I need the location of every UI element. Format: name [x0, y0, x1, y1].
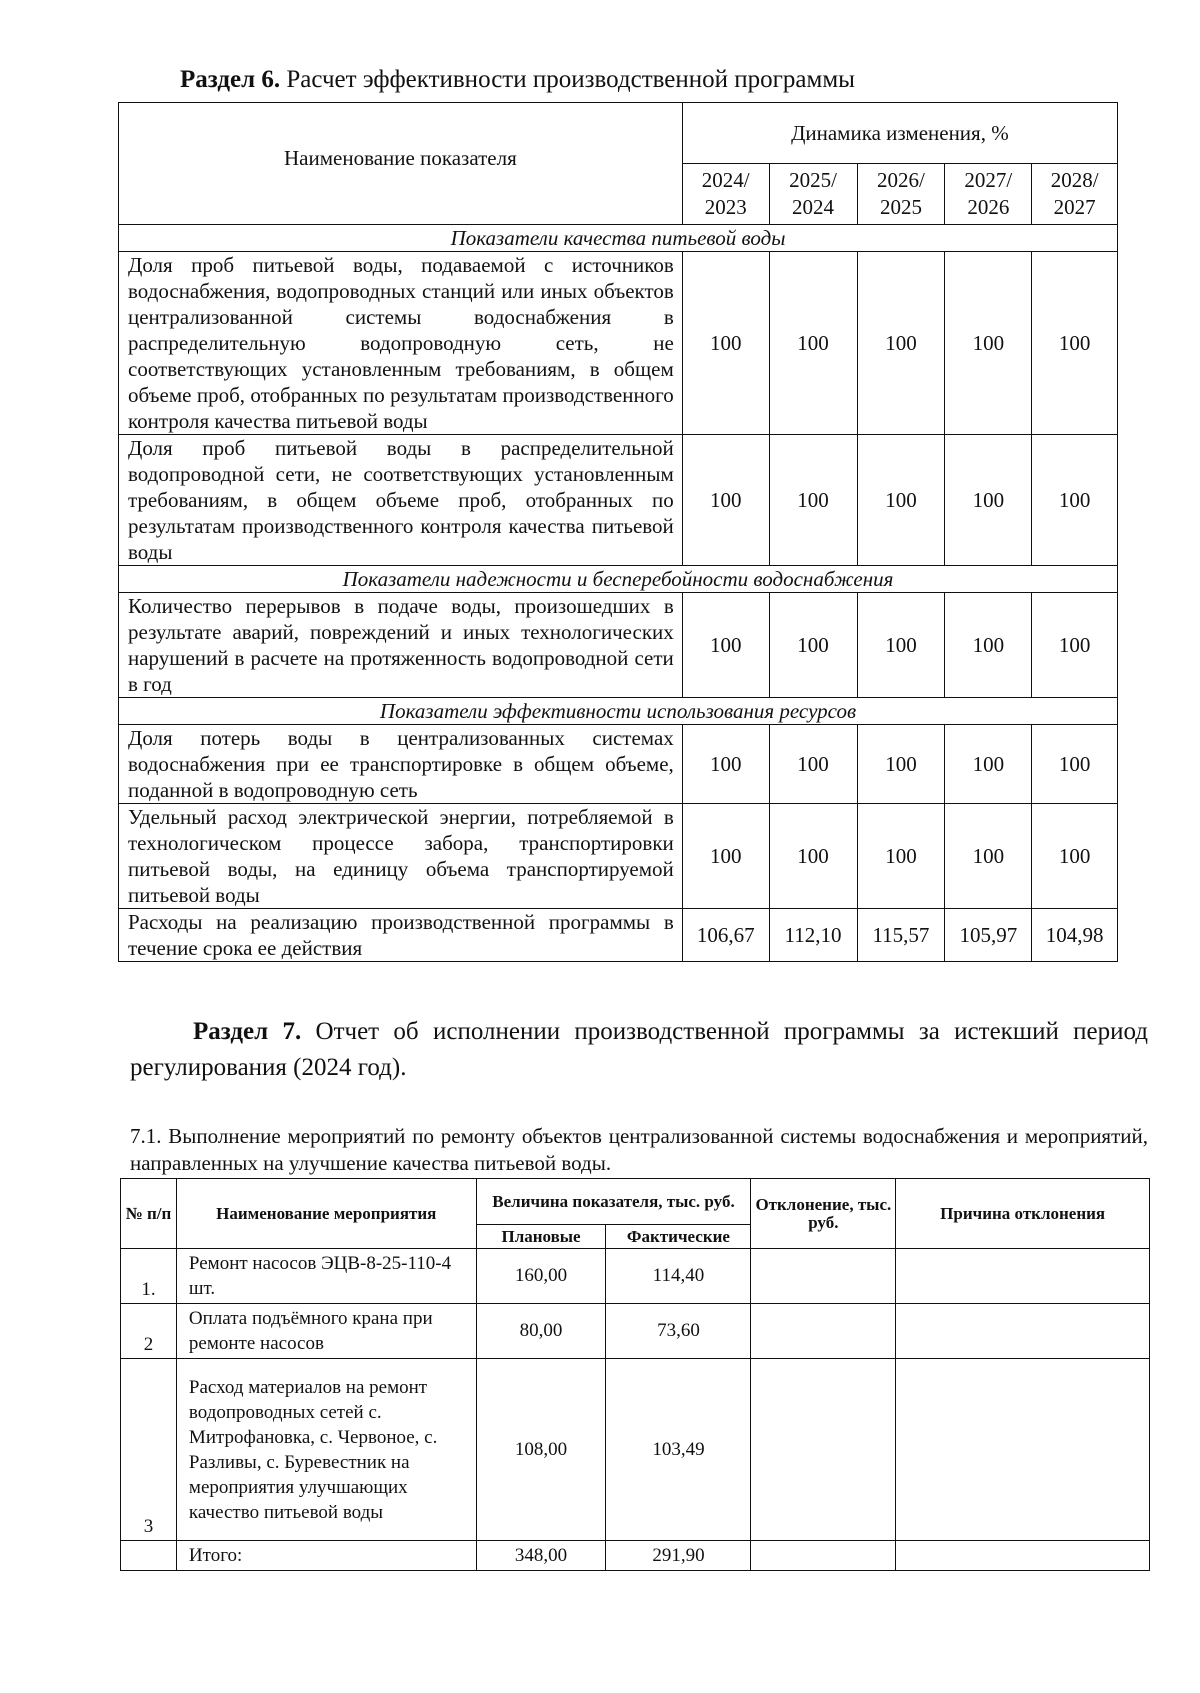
indicator-value: 105,97 — [945, 909, 1032, 962]
fact-value: 73,60 — [606, 1304, 751, 1359]
fact-value: 103,49 — [606, 1359, 751, 1541]
table-row — [119, 252, 1118, 435]
table-row — [119, 435, 1118, 566]
subsection-7-1-title: 7.1. Выполнение мероприятий по ремонту объектов централизованной системы водоснабжения и мероприятий, направленных на улучшение качества питьевой воды. — [130, 1124, 1148, 1175]
table-row — [119, 725, 1118, 804]
group-title: Показатели качества питьевой воды — [119, 225, 1118, 252]
header-measure-name: Наименование мероприятия — [176, 1179, 476, 1249]
indicator-value: 100 — [857, 804, 945, 909]
deviation-reason — [896, 1359, 1150, 1541]
total-reason — [896, 1541, 1150, 1571]
row-number — [121, 1541, 177, 1571]
row-number: 2 — [121, 1304, 177, 1359]
indicator-value: 100 — [1032, 725, 1118, 804]
indicator-value: 100 — [769, 593, 857, 698]
indicator-value: 100 — [682, 252, 769, 435]
table-row — [119, 593, 1118, 698]
indicator-value: 100 — [945, 593, 1032, 698]
indicator-value: 100 — [857, 252, 945, 435]
indicator-name: Расходы на реализацию производственной программы в течение срока ее действия — [119, 909, 683, 962]
header-year: 2028/ 2027 — [1032, 164, 1118, 225]
table-row — [119, 804, 1118, 909]
plan-value: 108,00 — [476, 1359, 606, 1541]
row-number: 1. — [121, 1249, 177, 1304]
indicator-value: 100 — [682, 435, 769, 566]
section6-title-bold: Раздел 6. — [180, 66, 281, 93]
plan-value: 80,00 — [476, 1304, 606, 1359]
section7-title-rest: Отчет об исполнении производственной программы за истекший период регулирования (2024 год). — [130, 1018, 1149, 1081]
indicator-value: 100 — [857, 435, 945, 566]
indicator-value: 100 — [682, 725, 769, 804]
section7-title-bold: Раздел 7. — [193, 1018, 302, 1045]
indicator-value: 106,67 — [682, 909, 769, 962]
row-number: 3 — [121, 1359, 177, 1541]
table-row — [121, 1249, 1150, 1304]
header-reason: Причина отклонения — [896, 1179, 1150, 1249]
indicator-value: 100 — [769, 725, 857, 804]
header-year: 2025/ 2024 — [769, 164, 857, 225]
indicator-value: 100 — [1032, 593, 1118, 698]
plan-value: 160,00 — [476, 1249, 606, 1304]
section7-title — [130, 1014, 1148, 1086]
group-title: Показатели эффективности использования ресурсов — [119, 698, 1118, 725]
efficiency-table — [118, 102, 1118, 962]
total-plan: 348,00 — [476, 1541, 606, 1571]
indicator-value: 100 — [945, 804, 1032, 909]
deviation-reason — [896, 1304, 1150, 1359]
header-deviation: Отклонение, тыс. руб. — [751, 1179, 896, 1249]
header-year: 2026/ 2025 — [857, 164, 945, 225]
indicator-name: Доля потерь воды в централизованных системах водоснабжения при ее транспортировке в общем объеме, поданной в водопроводную сеть — [119, 725, 683, 804]
total-row — [121, 1541, 1150, 1571]
indicator-value: 100 — [1032, 252, 1118, 435]
indicator-value: 100 — [769, 252, 857, 435]
table-row — [121, 1304, 1150, 1359]
measure-name: Расход материалов на ремонт водопроводных сетей с. Митрофановка, с. Червоное, с. Разливы, с. Буревестник на мероприятия улучшающих качество питьевой воды — [176, 1359, 476, 1541]
indicator-value: 100 — [769, 435, 857, 566]
total-fact: 291,90 — [606, 1541, 751, 1571]
deviation-value — [751, 1304, 896, 1359]
deviation-reason — [896, 1249, 1150, 1304]
header-value: Величина показателя, тыс. руб. — [476, 1179, 751, 1225]
indicator-name: Доля проб питьевой воды, подаваемой с источников водоснабжения, водопроводных станций или иных объектов централизованной системы водоснабжения в распределительную водопроводную сеть, не соответствующих установленным требованиям, в общем объеме проб, отобранных по результатам производственного контроля качества питьевой воды — [119, 252, 683, 435]
indicator-value: 100 — [1032, 804, 1118, 909]
indicator-value: 100 — [1032, 435, 1118, 566]
deviation-value — [751, 1249, 896, 1304]
indicator-value: 100 — [945, 252, 1032, 435]
indicator-value: 100 — [769, 804, 857, 909]
total-deviation — [751, 1541, 896, 1571]
indicator-value: 112,10 — [769, 909, 857, 962]
header-dynamics: Динамика изменения, % — [682, 103, 1117, 164]
measures-table — [120, 1178, 1150, 1571]
indicator-value: 100 — [682, 593, 769, 698]
measure-name: Ремонт насосов ЭЦВ-8-25-110-4 шт. — [176, 1249, 476, 1304]
group-title: Показатели надежности и бесперебойности водоснабжения — [119, 566, 1118, 593]
indicator-name: Удельный расход электрической энергии, потребляемой в технологическом процессе забора, транспортировки питьевой воды, на единицу объема транспортируемой питьевой воды — [119, 804, 683, 909]
measure-name: Оплата подъёмного крана при ремонте насосов — [176, 1304, 476, 1359]
total-label: Итого: — [176, 1541, 476, 1571]
header-plan: Плановые — [476, 1225, 606, 1249]
indicator-value: 100 — [857, 725, 945, 804]
indicator-name: Доля проб питьевой воды в распределительной водопроводной сети, не соответствующих установленным требованиям, в общем объеме проб, отобранных по результатам производственного контроля качества питьевой воды — [119, 435, 683, 566]
indicator-value: 104,98 — [1032, 909, 1118, 962]
indicator-value: 100 — [857, 593, 945, 698]
header-year: 2027/ 2026 — [945, 164, 1032, 225]
header-num: № п/п — [121, 1179, 177, 1249]
header-indicator-name: Наименование показателя — [119, 103, 683, 225]
deviation-value — [751, 1359, 896, 1541]
indicator-value: 100 — [945, 435, 1032, 566]
fact-value: 114,40 — [606, 1249, 751, 1304]
indicator-value: 100 — [945, 725, 1032, 804]
header-fact: Фактические — [606, 1225, 751, 1249]
section6-title-rest: Расчет эффективности производственной программы — [280, 66, 855, 93]
table-row — [119, 909, 1118, 962]
indicator-value: 100 — [682, 804, 769, 909]
section6-title — [180, 66, 855, 94]
indicator-value: 115,57 — [857, 909, 945, 962]
table-row — [121, 1359, 1150, 1541]
indicator-name: Количество перерывов в подаче воды, произошедших в результате аварий, повреждений и иных технологических нарушений в расчете на протяженность водопроводной сети в год — [119, 593, 683, 698]
header-year: 2024/ 2023 — [682, 164, 769, 225]
